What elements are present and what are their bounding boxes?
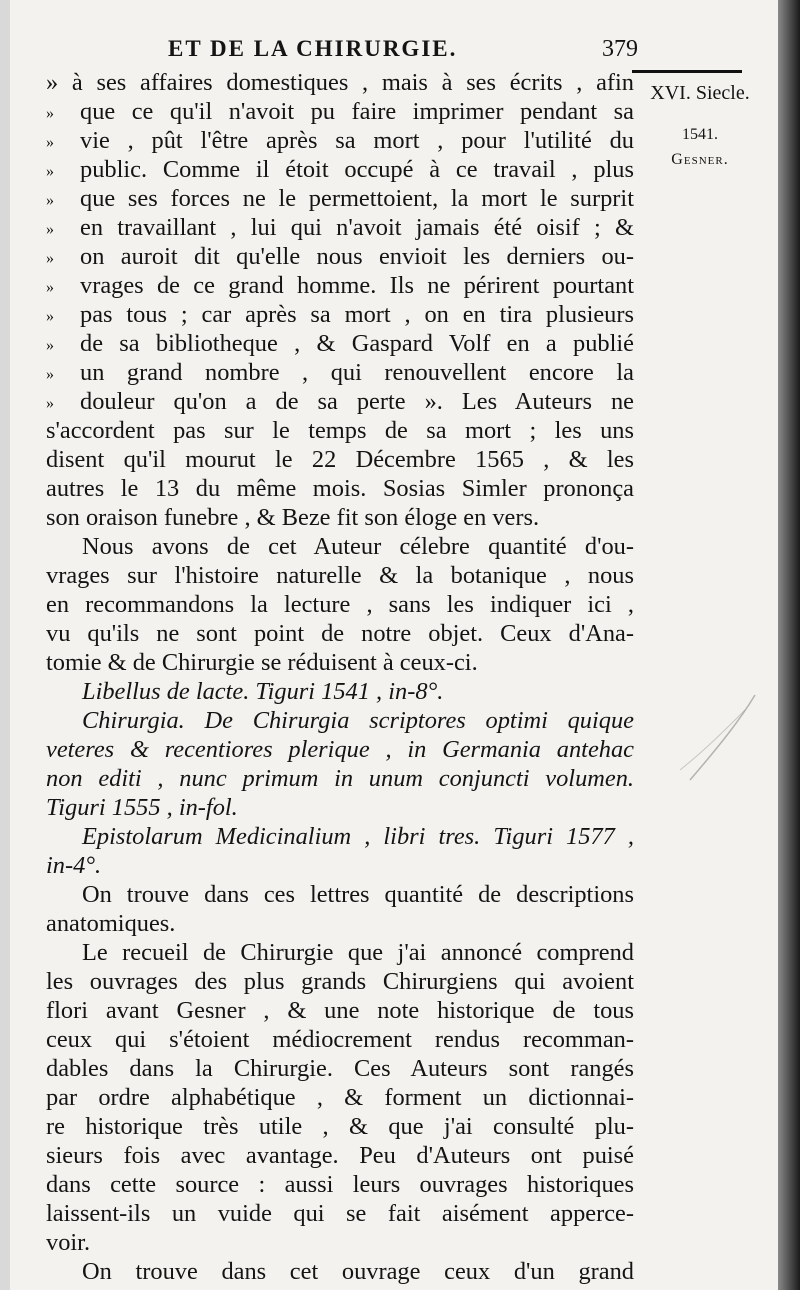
paragraph-3-line [46, 880, 634, 909]
paragraph-1-line [46, 242, 634, 271]
line-text: non editi , nunc primum in unum conjuncti volumen. [46, 765, 634, 792]
bibliography-line [46, 764, 634, 793]
line-text: Epistolarum Medicinalium , libri tres. Tiguri 1577 , [82, 823, 634, 850]
line-text: vrages sur l'histoire naturelle & la botanique , nous [46, 562, 634, 589]
line-text: Chirurgia. De Chirurgia scriptores optimi quique [82, 707, 634, 734]
line-text: public. Comme il étoit occupé à ce travail , plus [80, 156, 634, 183]
bibliography-line [46, 677, 634, 706]
line-text: » à ses affaires domestiques , mais à ses écrits , afin [46, 69, 634, 96]
paragraph-4-line [46, 1025, 634, 1054]
line-text: disent qu'il mourut le 22 Décembre 1565 , & les [46, 446, 634, 473]
paragraph-1-line [46, 387, 634, 416]
line-text: s'accordent pas sur le temps de sa mort ; les uns [46, 417, 634, 444]
bibliography-line [46, 822, 634, 851]
line-text: un grand nombre , qui renouvellent encore la [80, 359, 634, 386]
paragraph-4-line [46, 1083, 634, 1112]
line-text: son oraison funebre , & Beze fit son éloge en vers. [46, 504, 540, 531]
line-text: vrages de ce grand homme. Ils ne périrent pourtant [80, 272, 634, 299]
quote-mark: » [46, 133, 54, 151]
pencil-mark [660, 690, 760, 790]
line-text: dans cette source : aussi leurs ouvrages historiques [46, 1171, 634, 1198]
paragraph-4-line [46, 1170, 634, 1199]
paragraph-1-line [46, 126, 634, 155]
paragraph-1-line [46, 184, 634, 213]
paragraph-1-line [46, 329, 634, 358]
bibliography-line [46, 851, 634, 880]
line-text: sieurs fois avec avantage. Peu d'Auteurs ont puisé [46, 1142, 634, 1169]
paragraph-1-line [46, 300, 634, 329]
line-text: de sa bibliotheque , & Gaspard Volf en a publié [80, 330, 634, 357]
quote-mark: » [46, 249, 54, 267]
paragraph-1-line [46, 474, 634, 503]
line-text: veteres & recentiores plerique , in Germania antehac [46, 736, 634, 763]
line-text: On trouve dans cet ouvrage ceux d'un grand [82, 1258, 634, 1285]
paragraph-1-line [46, 416, 634, 445]
line-text: voir. [46, 1229, 91, 1256]
line-text: On trouve dans ces lettres quantité de descriptions [82, 881, 634, 908]
margin-notes [636, 80, 764, 170]
margin-rule [632, 70, 742, 73]
body-text [46, 68, 634, 1286]
line-text: autres le 13 du même mois. Sosias Simler prononça [46, 475, 634, 502]
line-text: dables dans la Chirurgie. Ces Auteurs sont rangés [46, 1055, 634, 1082]
line-text: pas tous ; car après sa mort , on en tira plusieurs [80, 301, 634, 328]
quote-mark: » [46, 278, 54, 296]
bibliography-line [46, 793, 634, 822]
paragraph-2-line [46, 532, 634, 561]
bibliography-line [46, 735, 634, 764]
margin-century: XVI. Siecle. [650, 82, 750, 104]
quote-mark: » [46, 307, 54, 325]
line-text: in-4°. [46, 852, 102, 879]
line-text: douleur qu'on a de sa perte ». Les Auteurs ne [80, 388, 634, 415]
paragraph-4-line [46, 1199, 634, 1228]
line-text: on auroit dit qu'elle nous envioit les derniers ou- [80, 243, 634, 270]
line-text: en travaillant , lui qui n'avoit jamais été oisif ; & [80, 214, 634, 241]
paragraph-2-line [46, 561, 634, 590]
line-text: laissent-ils un vuide qui se fait aisément apperce- [46, 1200, 634, 1227]
paragraph-4-line [46, 1054, 634, 1083]
paragraph-4-line [46, 967, 634, 996]
quote-mark: » [46, 336, 54, 354]
line-text: Nous avons de cet Auteur célebre quantité d'ou- [82, 533, 634, 560]
quote-mark: » [46, 162, 54, 180]
line-text: Libellus de lacte. Tiguri 1541 , in-8°. [82, 678, 444, 705]
line-text: anatomiques. [46, 910, 176, 937]
margin-author: Gesner. [671, 151, 729, 168]
paragraph-1-line [46, 358, 634, 387]
line-text: en recommandons la lecture , sans les indiquer ici , [46, 591, 634, 618]
line-text: que ce qu'il n'avoit pu faire imprimer pendant sa [80, 98, 634, 125]
line-text: ceux qui s'étoient médiocrement rendus recomman- [46, 1026, 634, 1053]
page-header [168, 36, 638, 70]
page-gutter [778, 0, 800, 1290]
paragraph-4-line [46, 996, 634, 1025]
line-text: flori avant Gesner , & une note historique de tous [46, 997, 634, 1024]
running-head: ET DE LA CHIRURGIE. [168, 36, 458, 61]
paragraph-1-line [46, 97, 634, 126]
line-text: Le recueil de Chirurgie que j'ai annoncé comprend [82, 939, 634, 966]
paragraph-3-line [46, 909, 634, 938]
bibliography-line [46, 706, 634, 735]
page-number: 379 [602, 36, 638, 62]
line-text: les ouvrages des plus grands Chirurgiens qui avoient [46, 968, 634, 995]
paragraph-5-line [46, 1257, 634, 1286]
line-text: vie , pût l'être après sa mort , pour l'utilité du [80, 127, 634, 154]
line-text: re historique très utile , & que j'ai consulté plu- [46, 1113, 634, 1140]
quote-mark: » [46, 220, 54, 238]
paragraph-1-line [46, 68, 634, 97]
line-text: vu qu'ils ne sont point de notre objet. Ceux d'Ana- [46, 620, 634, 647]
paragraph-2-line [46, 590, 634, 619]
line-text: par ordre alphabétique , & forment un dictionnai- [46, 1084, 634, 1111]
paragraph-1-line [46, 213, 634, 242]
quote-mark: » [46, 365, 54, 383]
paragraph-2-line [46, 619, 634, 648]
paragraph-4-line [46, 1228, 634, 1257]
paragraph-2-line [46, 648, 634, 677]
paragraph-1-line [46, 445, 634, 474]
line-text: que ses forces ne le permettoient, la mort le surprit [80, 185, 634, 212]
quote-mark: » [46, 191, 54, 209]
paragraph-1-line [46, 503, 634, 532]
paragraph-4-line [46, 938, 634, 967]
line-text: tomie & de Chirurgie se réduisent à ceux-ci. [46, 649, 478, 676]
paragraph-1-line [46, 155, 634, 184]
margin-year: 1541. [682, 126, 718, 143]
paragraph-4-line [46, 1141, 634, 1170]
paragraph-1-line [46, 271, 634, 300]
quote-mark: » [46, 104, 54, 122]
quote-mark: » [46, 394, 54, 412]
line-text: Tiguri 1555 , in-fol. [46, 794, 238, 821]
paragraph-4-line [46, 1112, 634, 1141]
